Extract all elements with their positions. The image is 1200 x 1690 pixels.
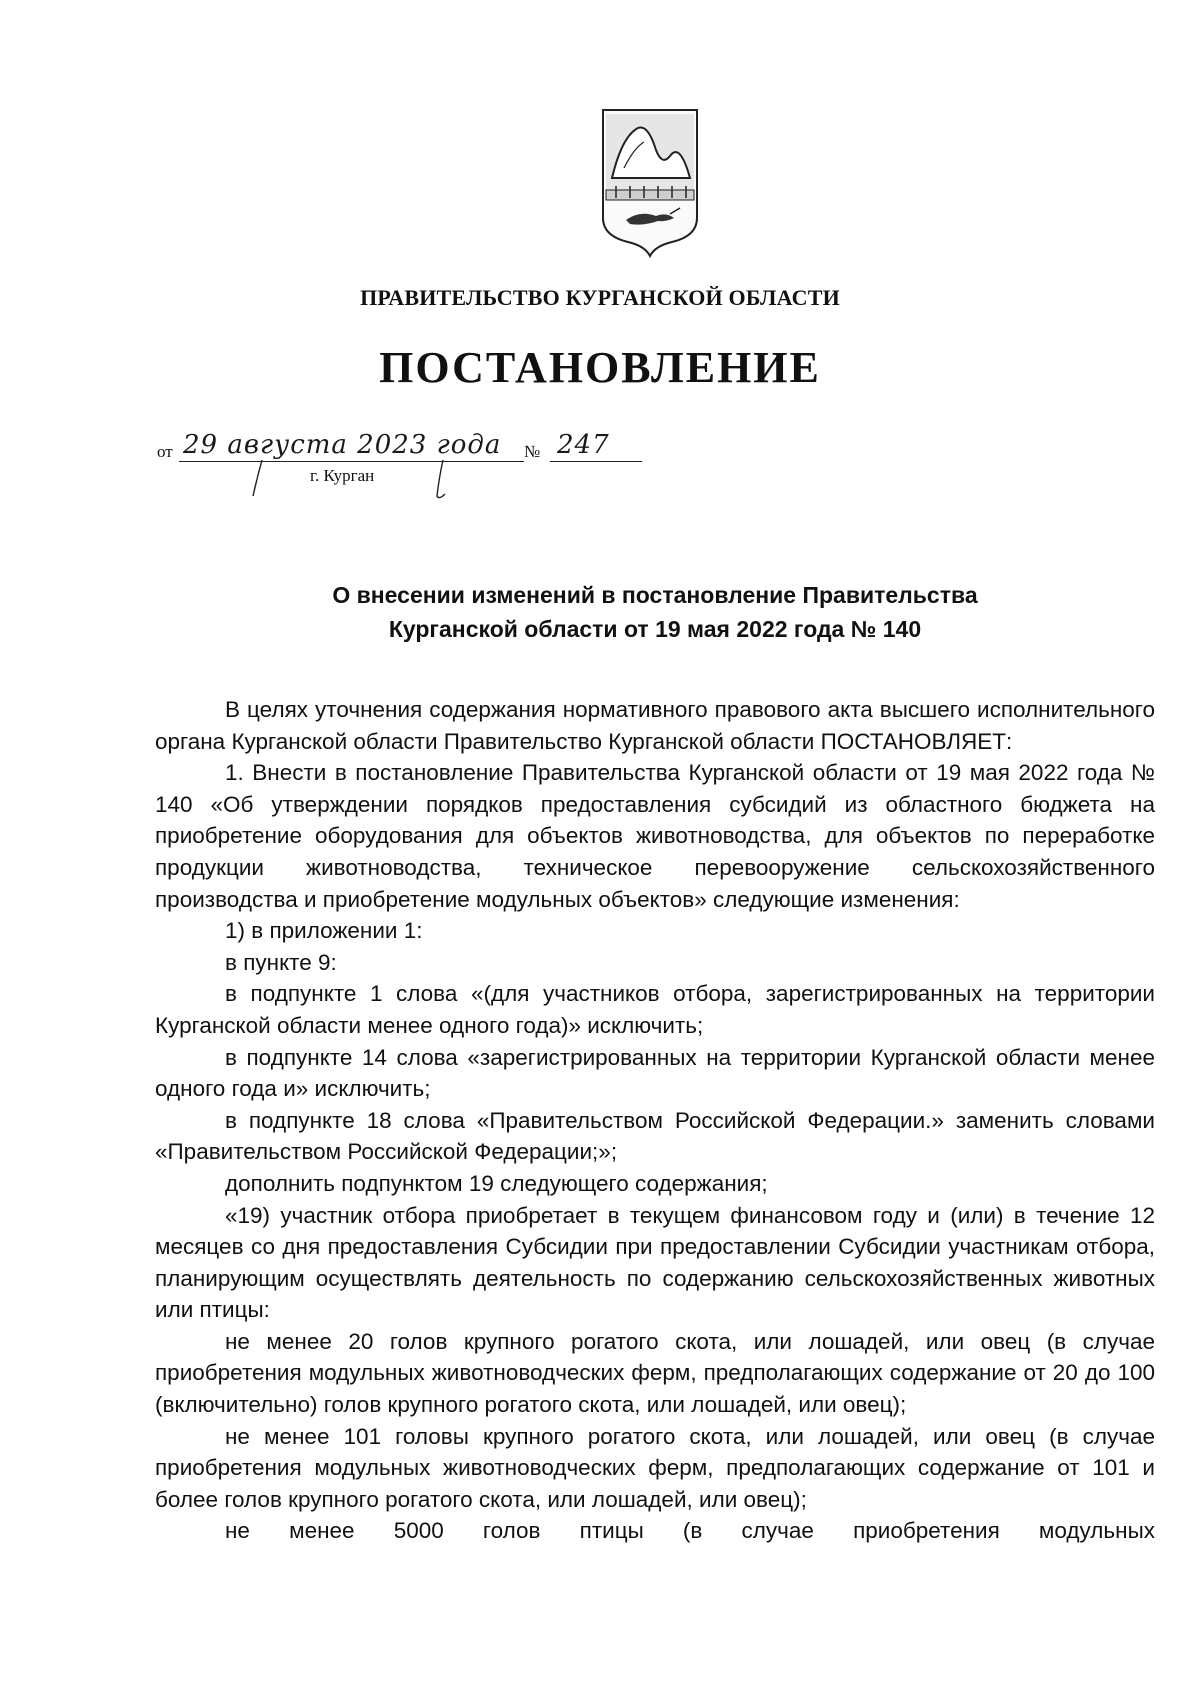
number-sign: № [524, 442, 541, 461]
coat-of-arms-icon [600, 108, 700, 258]
city-label: г. Курган [310, 466, 375, 485]
paragraph-cattle-101: не менее 101 головы крупного рогатого скота, или лошадей, или овец (в случае приобретения модульных животноводческих ферм, предполагающих содержание от 101 и более голов крупного рогатого скота, или лошадей, или овец); [155, 1423, 1155, 1512]
document-type-title: ПОСТАНОВЛЕНИЕ [379, 343, 821, 392]
paragraph-poultry-5000: не менее 5000 голов птицы (в случае приобретения модульных [225, 1518, 1155, 1544]
paragraph-appendix-1: 1) в приложении 1: [225, 918, 423, 944]
date-number-line [157, 430, 657, 508]
paragraph-subpoint-19: «19) участник отбора приобретает в текущем финансовом году и (или) в течение 12 месяцев со дня предоставления Субсидии при предоставлении Субсидии участникам отбора, планирующим осуществлять деятельность по содержанию сельскохозяйственных животных или птицы: [155, 1202, 1155, 1323]
paragraph-subpoint-14: в подпункте 14 слова «зарегистрированных на территории Курганской области менее одного года и» исключить; [155, 1044, 1155, 1102]
handwritten-date: 29 августа 2023 года [183, 430, 502, 460]
handwritten-number: 247 [557, 430, 610, 460]
paragraph-point-9: в пункте 9: [225, 949, 337, 975]
paragraph-preamble: В целях уточнения содержания нормативного правового акта высшего исполнительного органа Курганской области Правительство Курганской области ПОСТАНОВЛЯЕТ: [155, 697, 1155, 754]
government-name: ПРАВИТЕЛЬСТВО КУРГАНСКОЙ ОБЛАСТИ [360, 285, 840, 310]
handwriting-strokes [157, 438, 657, 508]
date-prefix: от [157, 442, 173, 461]
paragraph-subpoint-1: в подпункте 1 слова «(для участников отбора, зарегистрированных на территории Курганской области менее одного года)» исключить; [155, 981, 1155, 1038]
document-body [155, 694, 1155, 1547]
paragraph-subpoint-18: в подпункте 18 слова «Правительством Российской Федерации.» заменить словами «Правительством Российской Федерации;»; [155, 1107, 1155, 1165]
paragraph-add-subpoint-19: дополнить подпунктом 19 следующего содержания; [225, 1170, 768, 1196]
document-subject [155, 578, 1155, 646]
subject-line-2: Курганской области от 19 мая 2022 года № 140 [388, 616, 922, 642]
paragraph-cattle-20: не менее 20 голов крупного рогатого скота, или лошадей, или овец (в случае приобретения модульных животноводческих ферм, предполагающих содержание от 20 до 100 (включительно) голов крупного рогатого скота, или лошадей, или овец); [155, 1328, 1155, 1418]
paragraph-item-1: 1. Внести в постановление Правительства Курганской области от 19 мая 2022 года № 140 «Об утверждении порядков предоставления субсидий из областного бюджета на приобретение оборудования для объектов животноводства, для объектов по переработке продукции животноводства, техническое перевооружение сельскохозяйственного производства и приобретение модульных объектов» следующие изменения: [155, 760, 1155, 912]
subject-line-1: О внесении изменений в постановление Правительства [332, 582, 978, 608]
